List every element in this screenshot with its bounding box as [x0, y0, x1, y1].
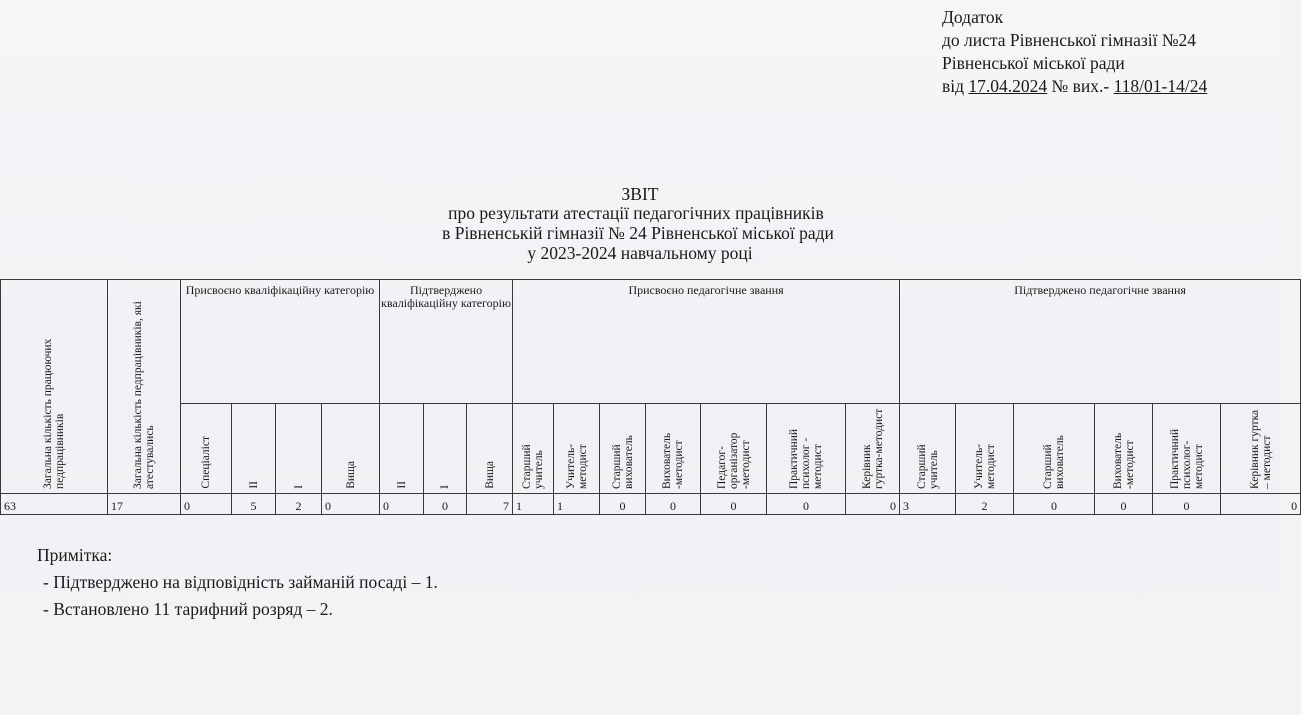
table-cell: 17 — [108, 494, 181, 515]
table-cell: 3 — [900, 494, 956, 515]
table-row — [1, 494, 1301, 515]
annex-prefix: від — [942, 76, 969, 96]
sub-header-cell — [846, 404, 900, 494]
table-cell: 0 — [1095, 494, 1153, 515]
sub-header-text: Вища — [483, 461, 496, 489]
table-cell: 0 — [380, 494, 424, 515]
annex-date: 17.04.2024 — [968, 76, 1048, 96]
annex-mid: № вих.- — [1047, 76, 1114, 96]
sub-header-cell — [276, 404, 322, 494]
sub-header-text: Керівник гуртка – методист — [1248, 409, 1273, 489]
note-item: - Встановлено 11 тарифний розряд – 2. — [43, 599, 333, 619]
sub-header-cell — [701, 404, 767, 494]
sub-header-text: Спеціаліст — [200, 436, 212, 489]
sub-header-cell — [1014, 404, 1095, 494]
annex-header — [942, 6, 1207, 98]
sub-header-cell — [554, 404, 600, 494]
annex-line: Додаток — [942, 7, 1004, 27]
table-cell: 0 — [846, 494, 900, 515]
sub-header-cell — [380, 404, 424, 494]
table-cell: 1 — [554, 494, 600, 515]
table-cell: 7 — [467, 494, 513, 515]
sub-header-cell — [900, 404, 956, 494]
sub-header-text: Практичний психолог - методист — [788, 428, 825, 489]
sub-header-cell — [600, 404, 646, 494]
report-subtitle: про результати атестації педагогічних працівників — [448, 203, 824, 223]
sub-header-cell — [767, 404, 846, 494]
annex-line — [942, 75, 1207, 98]
sub-header-text: Педагог-організатор -методист — [715, 432, 752, 489]
col-header-attested-staff — [108, 280, 181, 494]
sub-header-text: І — [292, 485, 305, 489]
sub-header-cell — [1153, 404, 1221, 494]
table-cell: 5 — [232, 494, 276, 515]
sub-header-text: Старший вихователь — [610, 435, 635, 489]
sub-header-cell — [646, 404, 701, 494]
sub-header-text: Старший учитель — [915, 444, 940, 489]
table-cell: 0 — [646, 494, 701, 515]
sub-header-cell — [1095, 404, 1153, 494]
table-cell: 63 — [1, 494, 108, 515]
sub-header-cell — [181, 404, 232, 494]
sub-header-text: Старший учитель — [521, 444, 546, 489]
sub-header-cell — [467, 404, 513, 494]
table-cell: 0 — [1221, 494, 1301, 515]
sub-header-cell — [322, 404, 380, 494]
table-cell: 2 — [956, 494, 1014, 515]
sub-header-text: Старший вихователь — [1042, 435, 1067, 489]
sub-header-text: Вихователь -методист — [1111, 432, 1136, 489]
sub-header-text: ІІ — [247, 481, 260, 489]
sub-header-text: Учитель-методист — [564, 443, 589, 489]
report-subtitle: в Рівненській гімназії № 24 Рівненської міської ради — [442, 223, 834, 243]
table-cell: 2 — [276, 494, 322, 515]
col-header-total-staff — [1, 280, 108, 494]
sub-header-text: Учитель-методист — [972, 443, 997, 489]
group-header-confirmed-title: Підтверджено педагогічне звання — [900, 280, 1301, 404]
sub-header-cell — [956, 404, 1014, 494]
sub-header-row — [1, 404, 1301, 494]
note-item: - Підтверджено на відповідність займаній посаді – 1. — [43, 572, 438, 592]
sub-header-text: Керівник гуртка-методист — [860, 408, 885, 489]
note-heading: Примітка: — [37, 545, 113, 565]
table-cell: 0 — [701, 494, 767, 515]
table-cell: 0 — [424, 494, 467, 515]
table-cell: 0 — [1153, 494, 1221, 515]
annex-outgoing-number: 118/01-14/24 — [1113, 76, 1208, 96]
sub-header-text: Практичний психолог-методист — [1168, 428, 1205, 489]
sub-header-cell — [232, 404, 276, 494]
sub-header-cell — [424, 404, 467, 494]
sub-header-text: І — [439, 485, 452, 489]
attestation-table — [0, 279, 1301, 515]
group-header-assigned-category: Присвоєно кваліфікаційну категорію — [181, 280, 380, 404]
report-subtitle: у 2023-2024 навчальному році — [527, 243, 753, 263]
sub-header-text: ІІ — [395, 481, 408, 489]
table-cell: 0 — [322, 494, 380, 515]
table-cell: 0 — [181, 494, 232, 515]
table-cell: 0 — [600, 494, 646, 515]
col-header-text: Загальна кількість працюючих педпрацівників — [42, 338, 66, 489]
report-title: ЗВІТ — [621, 184, 659, 204]
group-header-assigned-title: Присвоєно педагогічне звання — [513, 280, 900, 404]
col-header-text: Загальна кількість педпрацівників, які атестувались — [132, 301, 156, 489]
sub-header-text: Вихователь -методист — [661, 432, 686, 489]
table-cell: 0 — [1014, 494, 1095, 515]
annex-line: до листа Рівненської гімназії №24 — [942, 30, 1197, 50]
sub-header-text: Вища — [344, 461, 357, 489]
group-header-confirmed-category: Підтверджено кваліфікаційну категорію — [380, 280, 513, 404]
table-cell: 0 — [767, 494, 846, 515]
note-section — [37, 542, 438, 623]
table-cell: 1 — [513, 494, 554, 515]
sub-header-cell — [513, 404, 554, 494]
annex-line: Рівненської міської ради — [942, 53, 1125, 73]
sub-header-cell — [1221, 404, 1301, 494]
